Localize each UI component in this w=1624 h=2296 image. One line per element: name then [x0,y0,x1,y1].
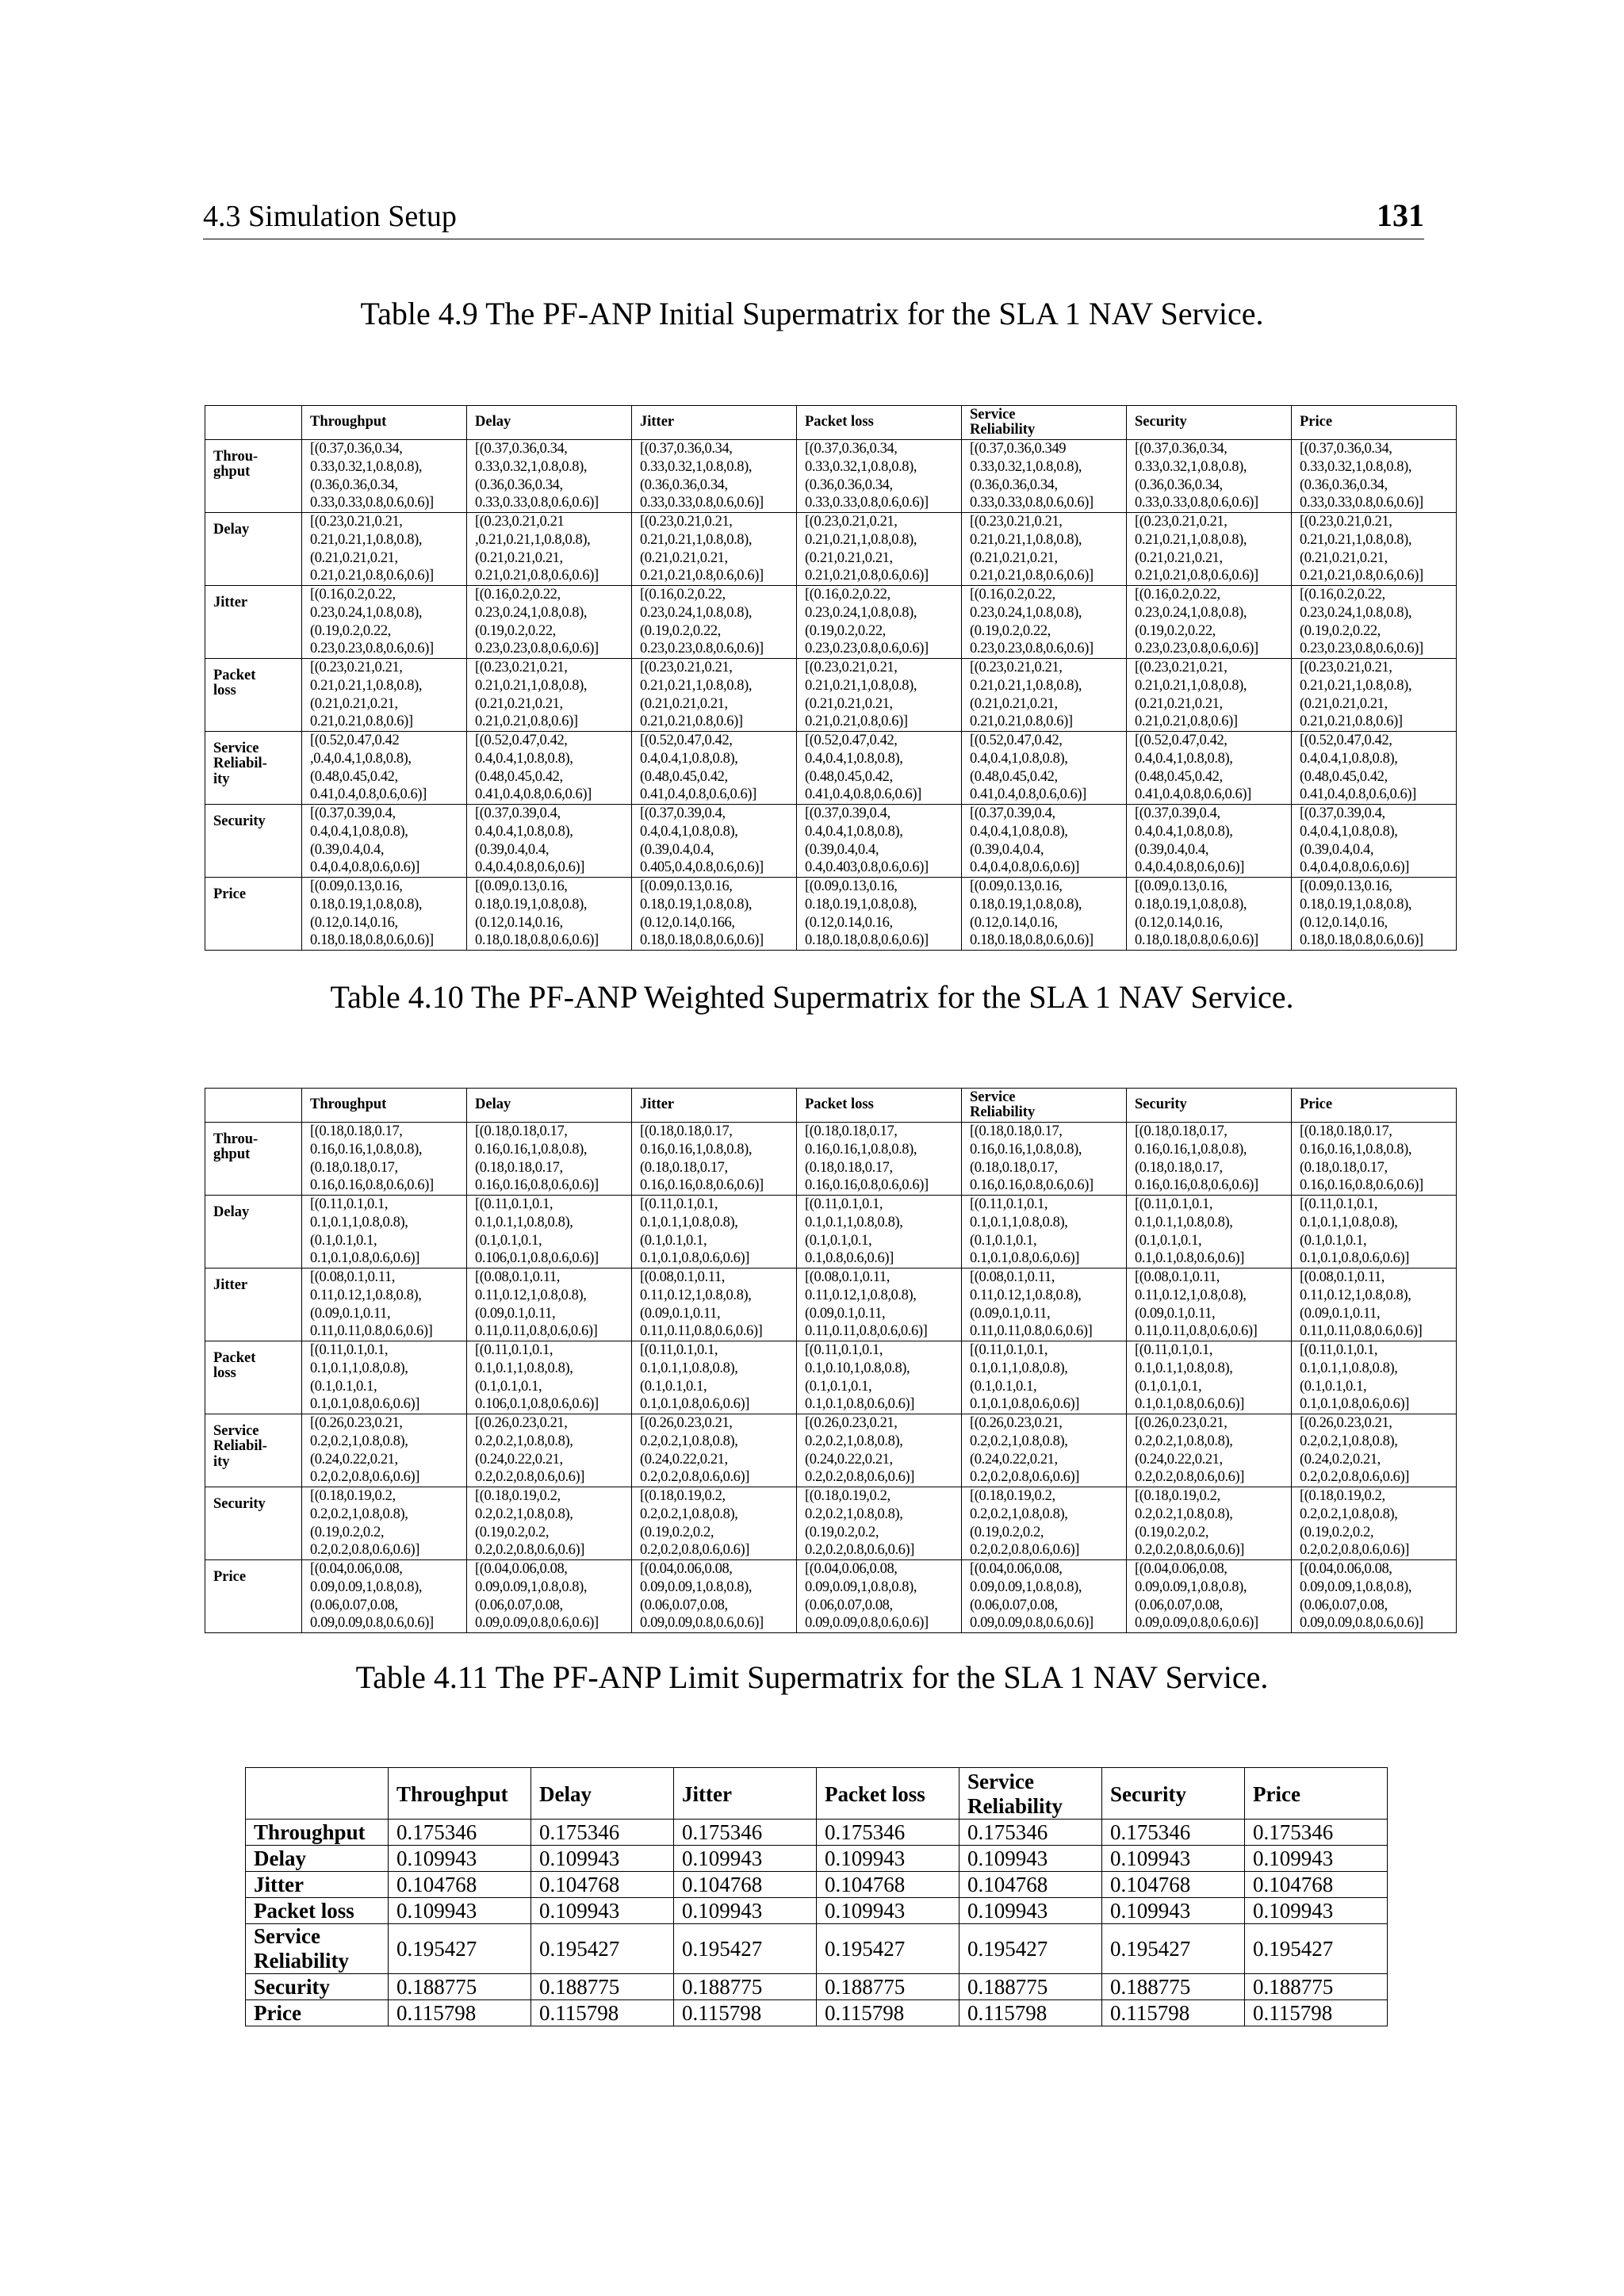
table-cell: 0.188775 [817,1974,959,2000]
table-cell: [(0.52,0.47,0.42, 0.4,0.4,1,0.8,0.8), (0.48,0.45,0.42, 0.41,0.4,0.8,0.6,0.6)] [467,732,632,805]
table-cell: [(0.23,0.21,0.21, 0.21,0.21,1,0.8,0.8), (0.21,0.21,0.21, 0.21,0.21,0.8,0.6)] [467,659,632,732]
table-cell: [(0.11,0.1,0.1, 0.1,0.1,1,0.8,0.8), (0.1,0.1,0.1, 0.1,0.1,0.8,0.6,0.6)] [1292,1196,1457,1269]
table-cell: [(0.04,0.06,0.08, 0.09,0.09,1,0.8,0.8), (0.06,0.07,0.08, 0.09,0.09,0.8,0.6,0.6)] [467,1560,632,1633]
table-cell: [(0.23,0.21,0.21, 0.21,0.21,1,0.8,0.8), (0.21,0.21,0.21, 0.21,0.21,0.8,0.6)] [1127,659,1292,732]
table-cell: 0.109943 [1245,1846,1388,1872]
table-4-11-caption: Table 4.11 The PF-ANP Limit Supermatrix for the SLA 1 NAV Service. [355,1659,1269,1695]
column-header-price: Price [1245,1768,1388,1820]
table-cell: [(0.26,0.23,0.21, 0.2,0.2,1,0.8,0.8), (0.24,0.2,0.21, 0.2,0.2,0.8,0.6,0.6)] [1292,1414,1457,1487]
table-row-throu-ghput [205,440,1457,513]
table-cell: 0.195427 [959,1924,1102,1974]
table-cell: 0.109943 [817,1898,959,1924]
table-cell: [(0.09,0.13,0.16, 0.18,0.19,1,0.8,0.8), (0.12,0.14,0.16, 0.18,0.18,0.8,0.6,0.6)] [797,878,962,951]
table-cell: [(0.18,0.18,0.17, 0.16,0.16,1,0.8,0.8), (0.18,0.18,0.17, 0.16,0.16,0.8,0.6,0.6)] [632,1123,797,1196]
row-header: Packet loss [205,659,302,732]
table-cell: 0.104768 [531,1872,674,1898]
table-cell: [(0.26,0.23,0.21, 0.2,0.2,1,0.8,0.8), (0.24,0.22,0.21, 0.2,0.2,0.8,0.6,0.6)] [632,1414,797,1487]
table-cell: [(0.08,0.1,0.11, 0.11,0.12,1,0.8,0.8), (0.09,0.1,0.11, 0.11,0.11,0.8,0.6,0.6)] [1127,1269,1292,1341]
column-header-price: Price [1292,406,1457,440]
table-4-10-caption: Table 4.10 The PF-ANP Weighted Supermatrix for the SLA 1 NAV Service. [330,979,1294,1015]
column-header-jitter: Jitter [632,406,797,440]
table-cell: 0.175346 [1102,1820,1245,1846]
table-cell: [(0.08,0.1,0.11, 0.11,0.12,1,0.8,0.8), (0.09,0.1,0.11, 0.11,0.11,0.8,0.6,0.6)] [1292,1269,1457,1341]
table-cell: [(0.23,0.21,0.21, 0.21,0.21,1,0.8,0.8), (0.21,0.21,0.21, 0.21,0.21,0.8,0.6)] [962,659,1127,732]
header-row [246,1768,1388,1820]
table-cell: [(0.26,0.23,0.21, 0.2,0.2,1,0.8,0.8), (0.24,0.22,0.21, 0.2,0.2,0.8,0.6,0.6)] [797,1414,962,1487]
table-cell: 0.115798 [531,2000,674,2026]
table-cell: [(0.09,0.13,0.16, 0.18,0.19,1,0.8,0.8), (0.12,0.14,0.16, 0.18,0.18,0.8,0.6,0.6)] [1292,878,1457,951]
table-cell: [(0.18,0.19,0.2, 0.2,0.2,1,0.8,0.8), (0.19,0.2,0.2, 0.2,0.2,0.8,0.6,0.6)] [1127,1487,1292,1560]
row-header: Delay [205,513,302,586]
table-row-throu-ghput [205,1123,1457,1196]
table-cell: 0.115798 [1102,2000,1245,2026]
header-row [205,1089,1457,1123]
row-header: Price [205,1560,302,1633]
row-header: Jitter [246,1872,389,1898]
table-cell: 0.109943 [531,1846,674,1872]
table-cell: [(0.23,0.21,0.21, 0.21,0.21,1,0.8,0.8), (0.21,0.21,0.21, 0.21,0.21,0.8,0.6,0.6)] [1292,513,1457,586]
table-cell: [(0.16,0.2,0.22, 0.23,0.24,1,0.8,0.8), (0.19,0.2,0.22, 0.23,0.23,0.8,0.6,0.6)] [1127,586,1292,659]
table-cell: [(0.37,0.36,0.34, 0.33,0.32,1,0.8,0.8), (0.36,0.36,0.34, 0.33,0.33,0.8,0.6,0.6)] [797,440,962,513]
table-cell: 0.188775 [1245,1974,1388,2000]
table-cell: [(0.18,0.19,0.2, 0.2,0.2,1,0.8,0.8), (0.19,0.2,0.2, 0.2,0.2,0.8,0.6,0.6)] [302,1487,467,1560]
row-header: Service Reliabil- ity [205,732,302,805]
column-header-service-reliability: Service Reliability [962,406,1127,440]
table-cell: [(0.11,0.1,0.1, 0.1,0.1,1,0.8,0.8), (0.1,0.1,0.1, 0.1,0.1,0.8,0.6,0.6)] [1127,1341,1292,1414]
column-header-jitter: Jitter [632,1089,797,1123]
table-row-service-reliabil-ity [205,732,1457,805]
table-cell: [(0.37,0.39,0.4, 0.4,0.4,1,0.8,0.8), (0.39,0.4,0.4, 0.4,0.4,0.8,0.6,0.6)] [962,805,1127,878]
column-header-delay: Delay [531,1768,674,1820]
table-cell: [(0.37,0.36,0.34, 0.33,0.32,1,0.8,0.8), (0.36,0.36,0.34, 0.33,0.33,0.8,0.6,0.6)] [302,440,467,513]
table-cell: [(0.11,0.1,0.1, 0.1,0.1,1,0.8,0.8), (0.1,0.1,0.1, 0.1,0.1,0.8,0.6,0.6)] [1292,1341,1457,1414]
table-cell: 0.109943 [817,1846,959,1872]
table-cell: [(0.11,0.1,0.1, 0.1,0.1,1,0.8,0.8), (0.1,0.1,0.1, 0.1,0.1,0.8,0.6,0.6)] [302,1341,467,1414]
table-row-security [205,1487,1457,1560]
row-header: Security [205,805,302,878]
table-cell: [(0.23,0.21,0.21, 0.21,0.21,1,0.8,0.8), (0.21,0.21,0.21, 0.21,0.21,0.8,0.6,0.6)] [797,513,962,586]
row-header: Price [205,878,302,951]
table-cell: 0.104768 [959,1872,1102,1898]
table-cell: [(0.11,0.1,0.1, 0.1,0.1,1,0.8,0.8), (0.1,0.1,0.1, 0.1,0.8,0.6,0.6)] [797,1196,962,1269]
table-cell: 0.188775 [1102,1974,1245,2000]
table-cell: [(0.16,0.2,0.22, 0.23,0.24,1,0.8,0.8), (0.19,0.2,0.22, 0.23,0.23,0.8,0.6,0.6)] [302,586,467,659]
table-cell: [(0.18,0.18,0.17, 0.16,0.16,1,0.8,0.8), (0.18,0.18,0.17, 0.16,0.16,0.8,0.6,0.6)] [302,1123,467,1196]
table-cell: 0.195427 [389,1924,531,1974]
table-row-jitter [205,1269,1457,1341]
column-header-price: Price [1292,1089,1457,1123]
row-header: Packet loss [246,1898,389,1924]
column-header-security: Security [1102,1768,1245,1820]
table-cell: 0.115798 [674,2000,817,2026]
table-cell: [(0.18,0.19,0.2, 0.2,0.2,1,0.8,0.8), (0.19,0.2,0.2, 0.2,0.2,0.8,0.6,0.6)] [962,1487,1127,1560]
column-header-security: Security [1127,406,1292,440]
table-cell: [(0.23,0.21,0.21, 0.21,0.21,1,0.8,0.8), (0.21,0.21,0.21, 0.21,0.21,0.8,0.6)] [302,659,467,732]
table-cell: [(0.37,0.36,0.34, 0.33,0.32,1,0.8,0.8), (0.36,0.36,0.34, 0.33,0.33,0.8,0.6,0.6)] [1127,440,1292,513]
table-cell: 0.115798 [817,2000,959,2026]
row-header: Jitter [205,586,302,659]
table-cell: [(0.52,0.47,0.42, 0.4,0.4,1,0.8,0.8), (0.48,0.45,0.42, 0.41,0.4,0.8,0.6,0.6)] [797,732,962,805]
table-cell: 0.188775 [389,1974,531,2000]
row-header: Throu- ghput [205,440,302,513]
table-cell: [(0.11,0.1,0.1, 0.1,0.1,1,0.8,0.8), (0.1,0.1,0.1, 0.1,0.1,0.8,0.6,0.6)] [302,1196,467,1269]
table-cell: 0.104768 [1102,1872,1245,1898]
running-head-section: 4.3 Simulation Setup [203,200,457,233]
table-cell: 0.175346 [674,1820,817,1846]
table-row-security [205,805,1457,878]
weighted-supermatrix-table [205,1088,1457,1633]
table-cell: 0.109943 [674,1898,817,1924]
table-row-security [246,1974,1388,2000]
table-cell: [(0.52,0.47,0.42, 0.4,0.4,1,0.8,0.8), (0.48,0.45,0.42, 0.41,0.4,0.8,0.6,0.6)] [1127,732,1292,805]
table-row-price [246,2000,1388,2026]
table-cell: [(0.04,0.06,0.08, 0.09,0.09,1,0.8,0.8), (0.06,0.07,0.08, 0.09,0.09,0.8,0.6,0.6)] [302,1560,467,1633]
table-cell: 0.104768 [817,1872,959,1898]
table-row-service-reliabil-ity [205,1414,1457,1487]
table-cell: 0.109943 [389,1898,531,1924]
table-cell: [(0.23,0.21,0.21, 0.21,0.21,1,0.8,0.8), (0.21,0.21,0.21, 0.21,0.21,0.8,0.6)] [1292,659,1457,732]
table-cell: 0.195427 [531,1924,674,1974]
table-cell: 0.115798 [959,2000,1102,2026]
table-row-price [205,1560,1457,1633]
table-cell: [(0.18,0.19,0.2, 0.2,0.2,1,0.8,0.8), (0.19,0.2,0.2, 0.2,0.2,0.8,0.6,0.6)] [467,1487,632,1560]
table-cell: [(0.18,0.18,0.17, 0.16,0.16,1,0.8,0.8), (0.18,0.18,0.17, 0.16,0.16,0.8,0.6,0.6)] [962,1123,1127,1196]
table-cell: [(0.37,0.36,0.34, 0.33,0.32,1,0.8,0.8), (0.36,0.36,0.34, 0.33,0.33,0.8,0.6,0.6)] [632,440,797,513]
column-header-throughput: Throughput [302,406,467,440]
corner-cell [246,1768,389,1820]
table-cell: [(0.08,0.1,0.11, 0.11,0.12,1,0.8,0.8), (0.09,0.1,0.11, 0.11,0.11,0.8,0.6,0.6)] [467,1269,632,1341]
table-cell: 0.109943 [959,1898,1102,1924]
row-header: Jitter [205,1269,302,1341]
corner-cell [205,406,302,440]
table-cell: [(0.18,0.18,0.17, 0.16,0.16,1,0.8,0.8), (0.18,0.18,0.17, 0.16,0.16,0.8,0.6,0.6)] [797,1123,962,1196]
table-cell: [(0.16,0.2,0.22, 0.23,0.24,1,0.8,0.8), (0.19,0.2,0.22, 0.23,0.23,0.8,0.6,0.6)] [632,586,797,659]
table-row-service-reliability [246,1924,1388,1974]
column-header-packet-loss: Packet loss [797,406,962,440]
table-cell: 0.195427 [674,1924,817,1974]
table-cell: [(0.26,0.23,0.21, 0.2,0.2,1,0.8,0.8), (0.24,0.22,0.21, 0.2,0.2,0.8,0.6,0.6)] [962,1414,1127,1487]
table-cell: 0.195427 [1102,1924,1245,1974]
table-cell: 0.115798 [1245,2000,1388,2026]
row-header: Delay [205,1196,302,1269]
table-cell: 0.195427 [1245,1924,1388,1974]
table-cell: 0.109943 [1102,1846,1245,1872]
table-cell: [(0.11,0.1,0.1, 0.1,0.10,1,0.8,0.8), (0.1,0.1,0.1, 0.1,0.1,0.8,0.6,0.6)] [797,1341,962,1414]
table-cell: 0.195427 [817,1924,959,1974]
row-header: Throu- ghput [205,1123,302,1196]
initial-supermatrix-table [205,405,1457,951]
table-cell: [(0.23,0.21,0.21, 0.21,0.21,1,0.8,0.8), (0.21,0.21,0.21, 0.21,0.21,0.8,0.6,0.6)] [302,513,467,586]
row-header: Service Reliability [246,1924,389,1974]
table-cell: [(0.16,0.2,0.22, 0.23,0.24,1,0.8,0.8), (0.19,0.2,0.22, 0.23,0.23,0.8,0.6,0.6)] [797,586,962,659]
table-row-delay [205,1196,1457,1269]
table-cell: [(0.18,0.18,0.17, 0.16,0.16,1,0.8,0.8), (0.18,0.18,0.17, 0.16,0.16,0.8,0.6,0.6)] [467,1123,632,1196]
table-row-throughput [246,1820,1388,1846]
table-cell: [(0.09,0.13,0.16, 0.18,0.19,1,0.8,0.8), (0.12,0.14,0.16, 0.18,0.18,0.8,0.6,0.6)] [1127,878,1292,951]
column-header-packet-loss: Packet loss [817,1768,959,1820]
table-cell: [(0.09,0.13,0.16, 0.18,0.19,1,0.8,0.8), (0.12,0.14,0.16, 0.18,0.18,0.8,0.6,0.6)] [302,878,467,951]
table-cell: 0.109943 [531,1898,674,1924]
table-cell: [(0.23,0.21,0.21, 0.21,0.21,1,0.8,0.8), (0.21,0.21,0.21, 0.21,0.21,0.8,0.6,0.6)] [1127,513,1292,586]
column-header-jitter: Jitter [674,1768,817,1820]
table-cell: [(0.08,0.1,0.11, 0.11,0.12,1,0.8,0.8), (0.09,0.1,0.11, 0.11,0.11,0.8,0.6,0.6)] [632,1269,797,1341]
table-cell: [(0.04,0.06,0.08, 0.09,0.09,1,0.8,0.8), (0.06,0.07,0.08, 0.09,0.09,0.8,0.6,0.6)] [962,1560,1127,1633]
table-cell: [(0.26,0.23,0.21, 0.2,0.2,1,0.8,0.8), (0.24,0.22,0.21, 0.2,0.2,0.8,0.6,0.6)] [302,1414,467,1487]
table-cell: [(0.08,0.1,0.11, 0.11,0.12,1,0.8,0.8), (0.09,0.1,0.11, 0.11,0.11,0.8,0.6,0.6)] [797,1269,962,1341]
table-cell: [(0.37,0.39,0.4, 0.4,0.4,1,0.8,0.8), (0.39,0.4,0.4, 0.4,0.4,0.8,0.6,0.6)] [302,805,467,878]
table-cell: 0.109943 [1102,1898,1245,1924]
table-cell: [(0.26,0.23,0.21, 0.2,0.2,1,0.8,0.8), (0.24,0.22,0.21, 0.2,0.2,0.8,0.6,0.6)] [467,1414,632,1487]
page-number: 131 [1377,197,1424,233]
table-cell: [(0.09,0.13,0.16, 0.18,0.19,1,0.8,0.8), (0.12,0.14,0.16, 0.18,0.18,0.8,0.6,0.6)] [467,878,632,951]
table-row-packet-loss [246,1898,1388,1924]
corner-cell [205,1089,302,1123]
table-cell: [(0.16,0.2,0.22, 0.23,0.24,1,0.8,0.8), (0.19,0.2,0.22, 0.23,0.23,0.8,0.6,0.6)] [962,586,1127,659]
table-cell: [(0.11,0.1,0.1, 0.1,0.1,1,0.8,0.8), (0.1,0.1,0.1, 0.106,0.1,0.8,0.6,0.6)] [467,1341,632,1414]
table-row-jitter [205,586,1457,659]
table-row-price [205,878,1457,951]
table-cell: 0.104768 [1245,1872,1388,1898]
table-row-delay [246,1846,1388,1872]
running-head [203,197,1424,239]
row-header: Delay [246,1846,389,1872]
column-header-throughput: Throughput [389,1768,531,1820]
table-cell: [(0.11,0.1,0.1, 0.1,0.1,1,0.8,0.8), (0.1,0.1,0.1, 0.1,0.1,0.8,0.6,0.6)] [632,1341,797,1414]
table-row-packet-loss [205,1341,1457,1414]
table-cell: [(0.52,0.47,0.42, 0.4,0.4,1,0.8,0.8), (0.48,0.45,0.42, 0.41,0.4,0.8,0.6,0.6)] [632,732,797,805]
table-cell: [(0.18,0.18,0.17, 0.16,0.16,1,0.8,0.8), (0.18,0.18,0.17, 0.16,0.16,0.8,0.6,0.6)] [1292,1123,1457,1196]
table-cell: 0.104768 [674,1872,817,1898]
column-header-throughput: Throughput [302,1089,467,1123]
table-cell: [(0.04,0.06,0.08, 0.09,0.09,1,0.8,0.8), (0.06,0.07,0.08, 0.09,0.09,0.8,0.6,0.6)] [1127,1560,1292,1633]
table-cell: 0.175346 [959,1820,1102,1846]
table-cell: 0.104768 [389,1872,531,1898]
table-row-packet-loss [205,659,1457,732]
table-cell: [(0.18,0.19,0.2, 0.2,0.2,1,0.8,0.8), (0.19,0.2,0.2, 0.2,0.2,0.8,0.6,0.6)] [632,1487,797,1560]
column-header-service-reliability: Service Reliability [962,1089,1127,1123]
table-cell: [(0.16,0.2,0.22, 0.23,0.24,1,0.8,0.8), (0.19,0.2,0.22, 0.23,0.23,0.8,0.6,0.6)] [1292,586,1457,659]
table-cell: [(0.23,0.21,0.21, 0.21,0.21,1,0.8,0.8), (0.21,0.21,0.21, 0.21,0.21,0.8,0.6)] [797,659,962,732]
table-cell: 0.109943 [1245,1898,1388,1924]
row-header: Security [246,1974,389,2000]
table-cell: 0.109943 [674,1846,817,1872]
column-header-security: Security [1127,1089,1292,1123]
table-cell: [(0.52,0.47,0.42, 0.4,0.4,1,0.8,0.8), (0.48,0.45,0.42, 0.41,0.4,0.8,0.6,0.6)] [962,732,1127,805]
column-header-delay: Delay [467,1089,632,1123]
header-row [205,406,1457,440]
row-header: Price [246,2000,389,2026]
column-header-packet-loss: Packet loss [797,1089,962,1123]
table-cell: [(0.37,0.36,0.349 0.33,0.32,1,0.8,0.8), (0.36,0.36,0.34, 0.33,0.33,0.8,0.6,0.6)] [962,440,1127,513]
table-cell: [(0.11,0.1,0.1, 0.1,0.1,1,0.8,0.8), (0.1,0.1,0.1, 0.106,0.1,0.8,0.6,0.6)] [467,1196,632,1269]
table-cell: [(0.18,0.19,0.2, 0.2,0.2,1,0.8,0.8), (0.19,0.2,0.2, 0.2,0.2,0.8,0.6,0.6)] [1292,1487,1457,1560]
table-row-delay [205,513,1457,586]
table-cell: [(0.09,0.13,0.16, 0.18,0.19,1,0.8,0.8), (0.12,0.14,0.16, 0.18,0.18,0.8,0.6,0.6)] [962,878,1127,951]
table-cell: [(0.18,0.18,0.17, 0.16,0.16,1,0.8,0.8), (0.18,0.18,0.17, 0.16,0.16,0.8,0.6,0.6)] [1127,1123,1292,1196]
table-cell: [(0.11,0.1,0.1, 0.1,0.1,1,0.8,0.8), (0.1,0.1,0.1, 0.1,0.1,0.8,0.6,0.6)] [962,1341,1127,1414]
table-cell: [(0.11,0.1,0.1, 0.1,0.1,1,0.8,0.8), (0.1,0.1,0.1, 0.1,0.1,0.8,0.6,0.6)] [962,1196,1127,1269]
table-cell: [(0.08,0.1,0.11, 0.11,0.12,1,0.8,0.8), (0.09,0.1,0.11, 0.11,0.11,0.8,0.6,0.6)] [302,1269,467,1341]
table-cell: [(0.37,0.36,0.34, 0.33,0.32,1,0.8,0.8), (0.36,0.36,0.34, 0.33,0.33,0.8,0.6,0.6)] [467,440,632,513]
table-cell: 0.175346 [531,1820,674,1846]
table-cell: [(0.11,0.1,0.1, 0.1,0.1,1,0.8,0.8), (0.1,0.1,0.1, 0.1,0.1,0.8,0.6,0.6)] [632,1196,797,1269]
table-cell: [(0.23,0.21,0.21 ,0.21,0.21,1,0.8,0.8), (0.21,0.21,0.21, 0.21,0.21,0.8,0.6,0.6)] [467,513,632,586]
limit-supermatrix-table [245,1767,1388,2026]
table-cell: [(0.04,0.06,0.08, 0.09,0.09,1,0.8,0.8), (0.06,0.07,0.08, 0.09,0.09,0.8,0.6,0.6)] [797,1560,962,1633]
table-cell: 0.175346 [389,1820,531,1846]
table-cell: [(0.09,0.13,0.16, 0.18,0.19,1,0.8,0.8), (0.12,0.14,0.166, 0.18,0.18,0.8,0.6,0.6)] [632,878,797,951]
row-header: Service Reliabil- ity [205,1414,302,1487]
table-cell: [(0.52,0.47,0.42, 0.4,0.4,1,0.8,0.8), (0.48,0.45,0.42, 0.41,0.4,0.8,0.6,0.6)] [1292,732,1457,805]
table-cell: [(0.18,0.19,0.2, 0.2,0.2,1,0.8,0.8), (0.19,0.2,0.2, 0.2,0.2,0.8,0.6,0.6)] [797,1487,962,1560]
column-header-service-reliability: Service Reliability [959,1768,1102,1820]
table-cell: [(0.16,0.2,0.22, 0.23,0.24,1,0.8,0.8), (0.19,0.2,0.22, 0.23,0.23,0.8,0.6,0.6)] [467,586,632,659]
table-cell: [(0.04,0.06,0.08, 0.09,0.09,1,0.8,0.8), (0.06,0.07,0.08, 0.09,0.09,0.8,0.6,0.6)] [632,1560,797,1633]
row-header: Packet loss [205,1341,302,1414]
table-cell: 0.188775 [674,1974,817,2000]
row-header: Security [205,1487,302,1560]
table-cell: [(0.08,0.1,0.11, 0.11,0.12,1,0.8,0.8), (0.09,0.1,0.11, 0.11,0.11,0.8,0.6,0.6)] [962,1269,1127,1341]
table-cell: [(0.52,0.47,0.42 ,0.4,0.4,1,0.8,0.8), (0.48,0.45,0.42, 0.41,0.4,0.8,0.6,0.6)] [302,732,467,805]
table-cell: [(0.11,0.1,0.1, 0.1,0.1,1,0.8,0.8), (0.1,0.1,0.1, 0.1,0.1,0.8,0.6,0.6)] [1127,1196,1292,1269]
table-cell: [(0.23,0.21,0.21, 0.21,0.21,1,0.8,0.8), (0.21,0.21,0.21, 0.21,0.21,0.8,0.6,0.6)] [962,513,1127,586]
table-cell: 0.109943 [959,1846,1102,1872]
table-cell: [(0.37,0.39,0.4, 0.4,0.4,1,0.8,0.8), (0.39,0.4,0.4, 0.4,0.403,0.8,0.6,0.6)] [797,805,962,878]
table-4-9-caption: Table 4.9 The PF-ANP Initial Supermatrix for the SLA 1 NAV Service. [360,296,1264,331]
table-cell: [(0.23,0.21,0.21, 0.21,0.21,1,0.8,0.8), (0.21,0.21,0.21, 0.21,0.21,0.8,0.6)] [632,659,797,732]
table-cell: 0.188775 [531,1974,674,2000]
table-row-jitter [246,1872,1388,1898]
table-cell: [(0.37,0.39,0.4, 0.4,0.4,1,0.8,0.8), (0.39,0.4,0.4, 0.405,0.4,0.8,0.6,0.6)] [632,805,797,878]
table-cell: [(0.37,0.36,0.34, 0.33,0.32,1,0.8,0.8), (0.36,0.36,0.34, 0.33,0.33,0.8,0.6,0.6)] [1292,440,1457,513]
table-cell: 0.188775 [959,1974,1102,2000]
table-cell: [(0.37,0.39,0.4, 0.4,0.4,1,0.8,0.8), (0.39,0.4,0.4, 0.4,0.4,0.8,0.6,0.6)] [1127,805,1292,878]
table-cell: [(0.37,0.39,0.4, 0.4,0.4,1,0.8,0.8), (0.39,0.4,0.4, 0.4,0.4,0.8,0.6,0.6)] [1292,805,1457,878]
table-cell: 0.175346 [1245,1820,1388,1846]
table-cell: 0.175346 [817,1820,959,1846]
table-cell: [(0.23,0.21,0.21, 0.21,0.21,1,0.8,0.8), (0.21,0.21,0.21, 0.21,0.21,0.8,0.6,0.6)] [632,513,797,586]
column-header-delay: Delay [467,406,632,440]
table-cell: 0.115798 [389,2000,531,2026]
table-cell: [(0.04,0.06,0.08, 0.09,0.09,1,0.8,0.8), (0.06,0.07,0.08, 0.09,0.09,0.8,0.6,0.6)] [1292,1560,1457,1633]
row-header: Throughput [246,1820,389,1846]
table-cell: [(0.26,0.23,0.21, 0.2,0.2,1,0.8,0.8), (0.24,0.22,0.21, 0.2,0.2,0.8,0.6,0.6)] [1127,1414,1292,1487]
table-cell: 0.109943 [389,1846,531,1872]
table-cell: [(0.37,0.39,0.4, 0.4,0.4,1,0.8,0.8), (0.39,0.4,0.4, 0.4,0.4,0.8,0.6,0.6)] [467,805,632,878]
